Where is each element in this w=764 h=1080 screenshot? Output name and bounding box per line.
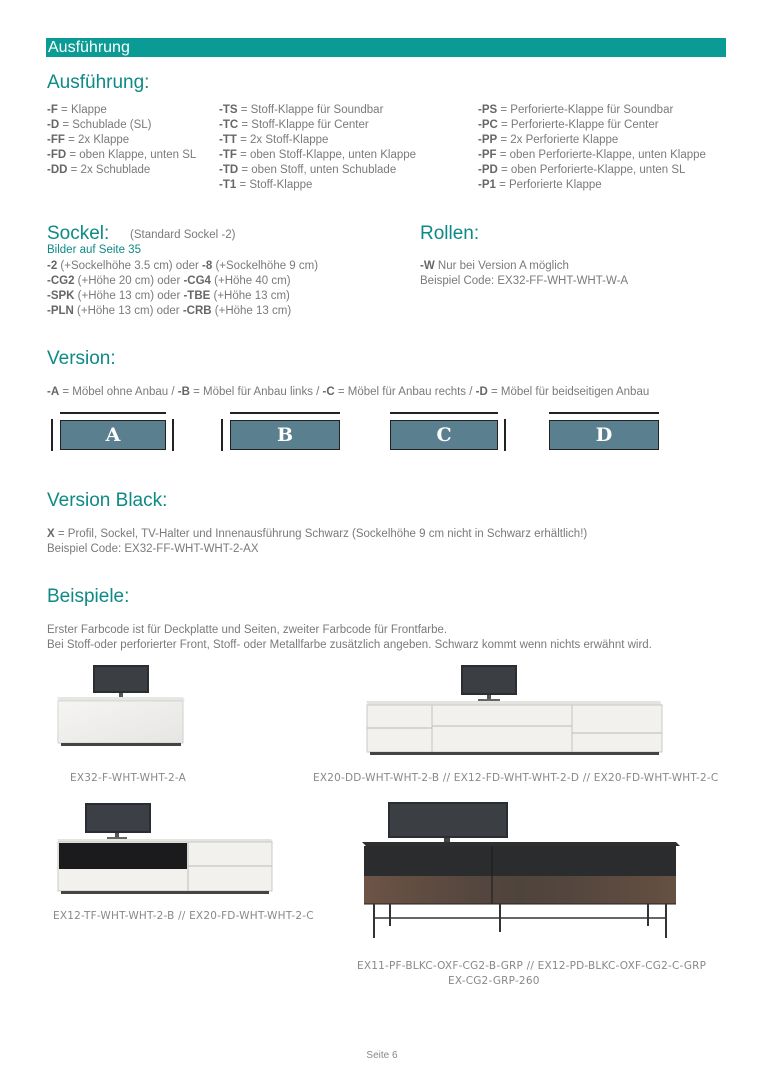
- ausfuehrung-item-code: -FD: [47, 149, 67, 161]
- version-description: = Möbel ohne Anbau /: [59, 386, 178, 398]
- ausfuehrung-item-description: = oben Perforierte-Klappe, unten SL: [497, 164, 686, 176]
- ausfuehrung-item-description: = 2x Perforierte Klappe: [497, 134, 619, 146]
- version-a-right-wall: [172, 419, 174, 451]
- example-caption-1: EX32-F-WHT-WHT-2-A: [70, 772, 187, 784]
- sockel-code: -CG4: [183, 275, 211, 287]
- version-d-top-line: [549, 412, 659, 414]
- version-code: -D: [475, 386, 488, 398]
- version-description: = Möbel für beidseitigen Anbau: [487, 386, 650, 398]
- ausfuehrung-item-code: -F: [47, 104, 58, 116]
- version-b-left-wall: [221, 419, 223, 451]
- version-heading: Version:: [47, 348, 116, 369]
- ausfuehrung-item-line: [47, 163, 196, 178]
- ausfuehrung-item-description: = oben Klappe, unten SL: [66, 149, 197, 161]
- ausfuehrung-item-line: [47, 148, 196, 163]
- ausfuehrung-item-code: -TS: [219, 104, 238, 116]
- ausfuehrung-item-line: [47, 118, 196, 133]
- sockel-description: (+Sockelhöhe 3.5 cm) oder: [57, 260, 203, 272]
- beispiele-heading: Beispiele:: [47, 586, 130, 607]
- ausfuehrung-item-line: [219, 118, 416, 133]
- ausfuehrung-item-code: -TD: [219, 164, 239, 176]
- beispiele-text: [47, 623, 652, 653]
- furniture-image-4: [360, 800, 685, 945]
- version-a-top-line: [60, 412, 166, 414]
- ausfuehrung-item-description: = 2x Schublade: [67, 164, 151, 176]
- version-c-top-line: [390, 412, 498, 414]
- version-black-text: [47, 527, 587, 557]
- ausfuehrung-item-line: [478, 103, 706, 118]
- version-box-b: B: [230, 420, 340, 450]
- sockel-line: [47, 289, 318, 304]
- furniture-image-2: [364, 663, 664, 758]
- banner-title: Ausführung: [48, 39, 130, 56]
- ausfuehrung-item-description: = Stoff-Klappe: [236, 179, 313, 191]
- version-black-line1: = Profil, Sockel, TV-Halter und Innenausführung Schwarz (Sockelhöhe 9 cm nicht in Schwarz erhältlich!): [54, 528, 588, 540]
- sockel-link[interactable]: Bilder auf Seite 35: [47, 244, 141, 256]
- sockel-description: (+Höhe 20 cm) oder: [74, 275, 184, 287]
- ausfuehrung-item-description: = oben Perforierte-Klappe, unten Klappe: [496, 149, 706, 161]
- ausfuehrung-column-1: [47, 103, 196, 178]
- version-description: = Möbel für Anbau links /: [189, 386, 323, 398]
- ausfuehrung-item-code: -DD: [47, 164, 68, 176]
- ausfuehrung-item-code: -T1: [219, 179, 237, 191]
- sockel-code: -TBE: [183, 290, 211, 302]
- ausfuehrung-item-line: [478, 133, 706, 148]
- version-description: [47, 385, 649, 400]
- version-black-line2: Beispiel Code: EX32-FF-WHT-WHT-2-AX: [47, 543, 259, 555]
- rollen-heading: Rollen:: [420, 223, 480, 244]
- sockel-description: (+Höhe 13 cm) oder: [74, 290, 184, 302]
- ausfuehrung-item-description: = Perforierte-Klappe für Soundbar: [497, 104, 674, 116]
- section-banner: [46, 38, 726, 57]
- ausfuehrung-item-line: [478, 178, 706, 193]
- sockel-line: [47, 259, 318, 274]
- version-black-code: X: [47, 528, 55, 540]
- version-description: = Möbel für Anbau rechts /: [334, 386, 476, 398]
- ausfuehrung-item-code: -PD: [478, 164, 498, 176]
- sockel-heading: Sockel:: [47, 223, 110, 244]
- ausfuehrung-item-line: [219, 163, 416, 178]
- ausfuehrung-item-code: -D: [47, 119, 60, 131]
- ausfuehrung-item-code: -TT: [219, 134, 237, 146]
- version-code: -C: [322, 386, 335, 398]
- ausfuehrung-item-line: [219, 103, 416, 118]
- ausfuehrung-item-description: = Stoff-Klappe für Soundbar: [237, 104, 384, 116]
- sockel-code: -8: [202, 260, 213, 272]
- sockel-code: -SPK: [47, 290, 75, 302]
- rollen-code: -W: [420, 260, 435, 272]
- rollen-line1: Nur bei Version A möglich: [434, 260, 569, 272]
- sockel-code: -2: [47, 260, 58, 272]
- version-b-top-line: [230, 412, 340, 414]
- ausfuehrung-item-line: [47, 133, 196, 148]
- sockel-description: (+Höhe 40 cm): [210, 275, 291, 287]
- ausfuehrung-item-description: = Schublade (SL): [59, 119, 152, 131]
- sockel-description: (+Höhe 13 cm): [210, 290, 290, 302]
- ausfuehrung-item-line: [219, 133, 416, 148]
- ausfuehrung-item-description: = oben Stoff-Klappe, unten Klappe: [236, 149, 417, 161]
- version-code: -B: [177, 386, 190, 398]
- sockel-description: (+Höhe 13 cm): [211, 305, 292, 317]
- beispiele-line2: Bei Stoff-oder perforierter Front, Stoff- oder Metallfarbe zusätzlich angeben. Schwarz kommt wenn nichts erwähnt wird.: [47, 639, 652, 651]
- ausfuehrung-item-code: -PF: [478, 149, 497, 161]
- example-caption-3: EX12-TF-WHT-WHT-2-B // EX20-FD-WHT-WHT-2-C: [53, 910, 314, 922]
- ausfuehrung-item-description: = Perforierte-Klappe für Center: [497, 119, 659, 131]
- furniture-image-3: [55, 800, 275, 895]
- version-a-left-wall: [51, 419, 53, 451]
- ausfuehrung-item-code: -PP: [478, 134, 498, 146]
- beispiele-line1: Erster Farbcode ist für Deckplatte und Seiten, zweiter Farbcode für Frontfarbe.: [47, 624, 448, 636]
- ausfuehrung-item-code: -TC: [219, 119, 239, 131]
- ausfuehrung-item-line: [219, 178, 416, 193]
- sockel-code: -CRB: [182, 305, 212, 317]
- example-caption-4b: EX-CG2-GRP-260: [448, 975, 540, 987]
- rollen-text: [420, 259, 628, 289]
- sockel-line: [47, 274, 318, 289]
- ausfuehrung-item-code: -PC: [478, 119, 498, 131]
- ausfuehrung-item-line: [47, 103, 196, 118]
- version-code: -A: [47, 386, 60, 398]
- furniture-image-1: [55, 663, 185, 748]
- ausfuehrung-item-line: [478, 148, 706, 163]
- version-box-c: C: [390, 420, 498, 450]
- example-caption-4a: EX11-PF-BLKC-OXF-CG2-B-GRP // EX12-PD-BLKC-OXF-CG2-C-GRP: [357, 960, 707, 972]
- ausfuehrung-heading: Ausführung:: [47, 72, 150, 93]
- example-caption-2: EX20-DD-WHT-WHT-2-B // EX12-FD-WHT-WHT-2-D // EX20-FD-WHT-WHT-2-C: [313, 772, 719, 784]
- ausfuehrung-column-2: [219, 103, 416, 193]
- sockel-description: (+Sockelhöhe 9 cm): [212, 260, 319, 272]
- ausfuehrung-item-description: = 2x Klappe: [64, 134, 130, 146]
- sockel-list: [47, 259, 318, 319]
- ausfuehrung-item-description: = 2x Stoff-Klappe: [236, 134, 329, 146]
- version-box-d: D: [549, 420, 659, 450]
- ausfuehrung-column-3: [478, 103, 706, 193]
- sockel-description: (+Höhe 13 cm) oder: [73, 305, 183, 317]
- ausfuehrung-item-description: = Klappe: [57, 104, 107, 116]
- sockel-code: -CG2: [47, 275, 75, 287]
- version-box-a: A: [60, 420, 166, 450]
- ausfuehrung-item-line: [478, 163, 706, 178]
- sockel-code: -PLN: [47, 305, 74, 317]
- ausfuehrung-item-description: = oben Stoff, unten Schublade: [238, 164, 397, 176]
- ausfuehrung-item-description: = Perforierte Klappe: [495, 179, 602, 191]
- ausfuehrung-item-line: [478, 118, 706, 133]
- version-c-right-wall: [504, 419, 506, 451]
- ausfuehrung-item-description: = Stoff-Klappe für Center: [238, 119, 369, 131]
- page-number: Seite 6: [366, 1050, 398, 1061]
- ausfuehrung-item-line: [219, 148, 416, 163]
- sockel-note: (Standard Sockel -2): [130, 229, 236, 241]
- ausfuehrung-item-code: -FF: [47, 134, 65, 146]
- sockel-line: [47, 304, 318, 319]
- ausfuehrung-item-code: -TF: [219, 149, 237, 161]
- version-black-heading: Version Black:: [47, 490, 168, 511]
- ausfuehrung-item-code: -PS: [478, 104, 498, 116]
- ausfuehrung-item-code: -P1: [478, 179, 496, 191]
- rollen-line2: Beispiel Code: EX32-FF-WHT-WHT-W-A: [420, 275, 629, 287]
